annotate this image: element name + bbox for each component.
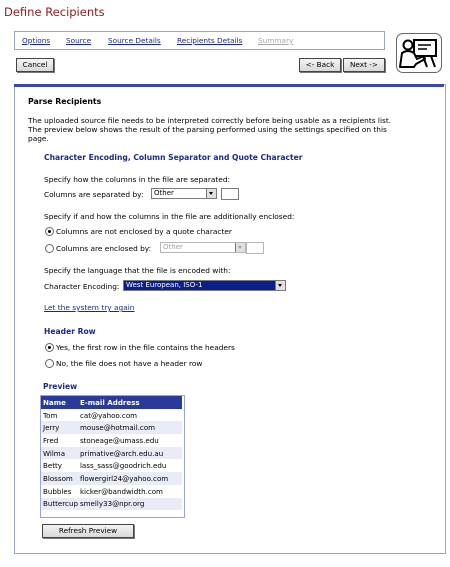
radio-header-yes[interactable] [45,343,54,352]
separator-prompt: Specify how the columns in the file are separated: [44,175,231,184]
cell-name: Bubbles [41,485,78,498]
enclosed-select-value: Other [163,243,183,251]
encoding-label: Character Encoding: [44,282,120,291]
retry-detection-link[interactable]: Let the system try again [44,303,135,312]
table-row [41,434,182,447]
tab-source-details[interactable]: Source Details [108,36,161,45]
radio-enclosed[interactable] [45,244,54,253]
header-row-title: Header Row [44,327,96,336]
table-row [41,421,182,434]
section-title: Parse Recipients [28,97,102,106]
enclosure-prompt: Specify if and how the columns in the file are additionally enclosed: [44,212,295,221]
separator-select-value: Other [154,189,174,197]
preview-table [41,396,182,510]
back-button[interactable]: <- Back [299,58,341,72]
encoding-section-title: Character Encoding, Column Separator and Quote Character [44,153,303,162]
cell-name: Blossom [41,472,78,485]
cell-email: flowergirl24@yahoo.com [78,472,182,485]
cell-email: stoneage@umass.edu [78,434,182,447]
tab-summary: Summary [258,36,294,45]
table-row [41,409,182,422]
enclosed-select [160,242,246,253]
intro-text-line-2: The preview below shows the result of the parsing performed using the settings specified on this [28,125,387,134]
intro-text-line-1: The uploaded source file needs to be interpreted correctly before being usable as a recipients list. [28,116,392,125]
user-at-board-icon [396,33,442,73]
intro-text-line-3: page. [28,134,49,143]
refresh-preview-button[interactable]: Refresh Preview [42,524,134,538]
tab-source[interactable]: Source [66,36,92,45]
cell-name: Jerry [41,421,78,434]
radio-header-no[interactable] [45,359,54,368]
chevron-down-icon [206,189,216,198]
panel-top-border [14,84,444,87]
cancel-button[interactable]: Cancel [16,58,54,72]
column-header-email: E-mail Address [78,396,182,409]
radio-not-enclosed[interactable] [45,227,54,236]
next-button[interactable]: Next -> [343,58,385,72]
tab-recipients-details[interactable]: Recipients Details [177,36,243,45]
cell-name: Fred [41,434,78,447]
cell-email: primative@arch.edu.au [78,447,182,460]
preview-title: Preview [43,382,78,391]
encoding-select-value: West European, ISO-1 [126,281,203,289]
enclosed-label: Columns are enclosed by: [56,244,152,253]
page-title: Define Recipients [4,5,105,19]
cell-email: lass_sass@goodrich.edu [78,459,182,472]
not-enclosed-label: Columns are not enclosed by a quote character [56,227,232,236]
cell-email: smelly33@npr.org [78,498,182,511]
table-header-row [41,396,182,409]
chevron-down-icon [275,281,285,290]
table-row [41,485,182,498]
header-yes-label: Yes, the first row in the file contains the headers [56,343,235,352]
cell-email: mouse@hotmail.com [78,421,182,434]
language-prompt: Specify the language that the file is encoded with: [44,266,231,275]
table-row [41,498,182,511]
separator-select[interactable] [151,188,217,199]
separator-custom-input[interactable] [221,188,239,200]
wizard-tab-bar [14,31,385,50]
table-row [41,472,182,485]
cell-email: kicker@bandwidth.com [78,485,182,498]
enclosed-custom-input [246,242,264,254]
cell-name: Buttercup [43,499,78,509]
cell-name: Tom [41,409,78,422]
header-no-label: No, the file does not have a header row [56,359,203,368]
cell-name: Betty [41,459,78,472]
chevron-down-icon [235,243,245,252]
tab-options[interactable]: Options [22,36,51,45]
cell-email: cat@yahoo.com [78,409,182,422]
column-header-name: Name [41,396,78,409]
table-row [41,459,182,472]
separator-label: Columns are separated by: [44,190,144,199]
encoding-select[interactable] [123,280,286,291]
table-row [41,447,182,460]
cell-name: Wilma [41,447,78,460]
